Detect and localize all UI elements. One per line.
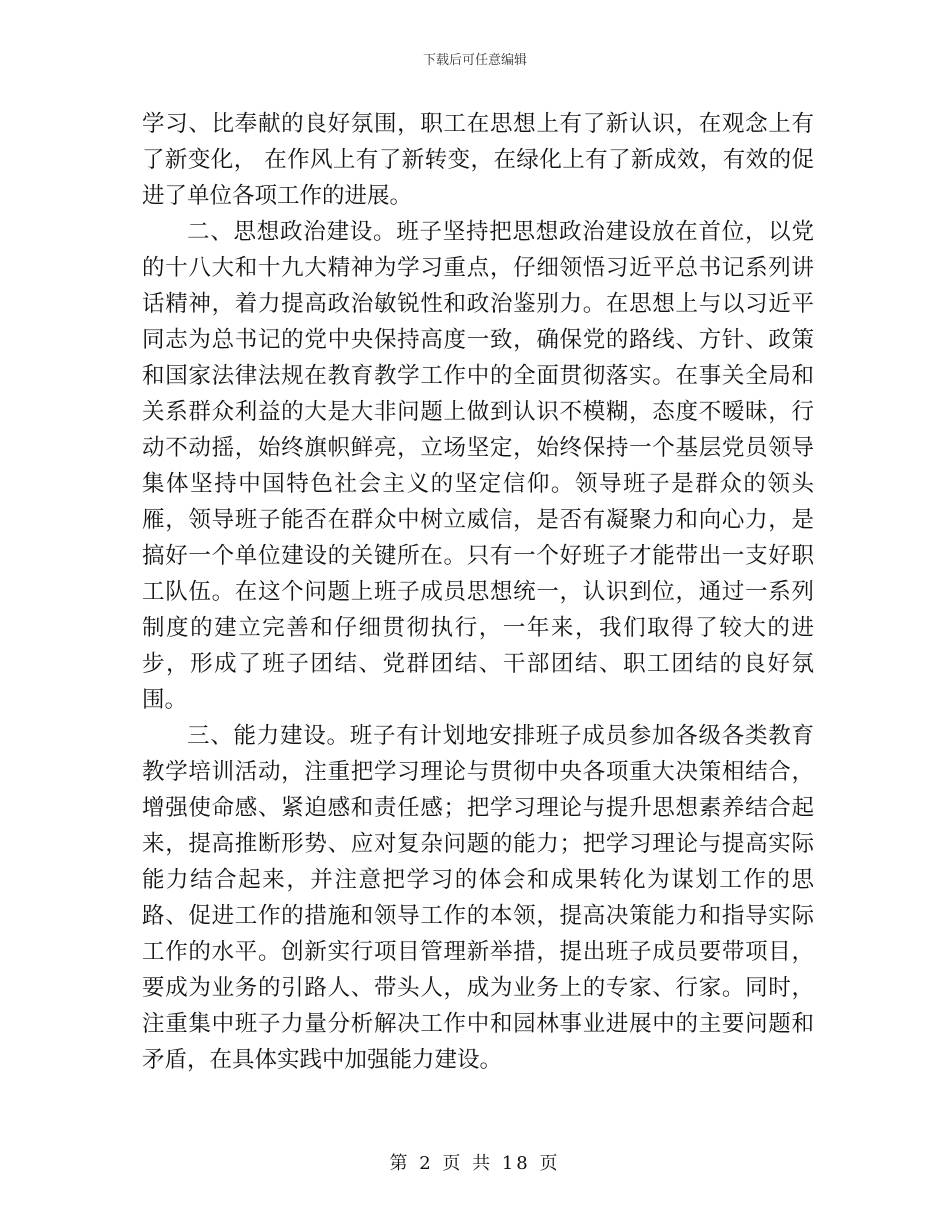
paragraph-political-construction: 二、思想政治建设。班子坚持把思想政治建设放在首位，以党的十八大和十九大精神为学习重点，仔细领悟习近平总书记系列讲话精神，着力提高政治敏锐性和政治鉴别力。在思想上与以习近平同志为总书记的党中央保持高度一致，确保党的路线、方针、政策和国家法律法规在教育教学工作中的全面贯彻落实。在事关全局和关系群众利益的大是大非问题上做到认识不模糊，态度不暧昧，行动不动摇，始终旗帜鲜亮，立场坚定，始终保持一个基层党员领导集体坚持中国特色社会主义的坚定信仰。领导班子是群众的领头雁，领导班子能否在群众中树立威信，是否有凝聚力和向心力，是搞好一个单位建设的关键所在。只有一个好班子才能带出一支好职工队伍。在这个问题上班子成员思想统一，认识到位，通过一系列制度的建立完善和仔细贯彻执行，一年来，我们取得了较大的进步，形成了班子团结、党群团结、干部团结、职工团结的良好氛围。 xyxy=(142,219,814,713)
paragraph-continuation: 学习、比奉献的良好氛围，职工在思想上有了新认识，在观念上有了新变化， 在作风上有了新转变，在绿化上有了新成效，有效的促进了单位各项工作的进展。 xyxy=(142,111,814,209)
document-body xyxy=(142,106,814,1078)
paragraph-capability-construction: 三、能力建设。班子有计划地安排班子成员参加各级各类教育教学培训活动，注重把学习理论与贯彻中央各项重大决策相结合，增强使命感、紧迫感和责任感；把学习理论与提升思想素养结合起来，提高推断形势、应对复杂问题的能力；把学习理论与提高实际能力结合起来，并注意把学习的体会和成果转化为谋划工作的思路、促进工作的措施和领导工作的本领，提高决策能力和指导实际工作的水平。创新实行项目管理新举措，提出班子成员要带项目，要成为业务的引路人、带头人，成为业务上的专家、行家。同时，注重集中班子力量分析解决工作中和园林事业进展中的主要问题和矛盾，在具体实践中加强能力建设。 xyxy=(142,723,814,1073)
page-number-footer: 第 2 页 共 18 页 xyxy=(389,1153,561,1174)
page-header: 下载后可任意编辑 xyxy=(422,53,527,68)
